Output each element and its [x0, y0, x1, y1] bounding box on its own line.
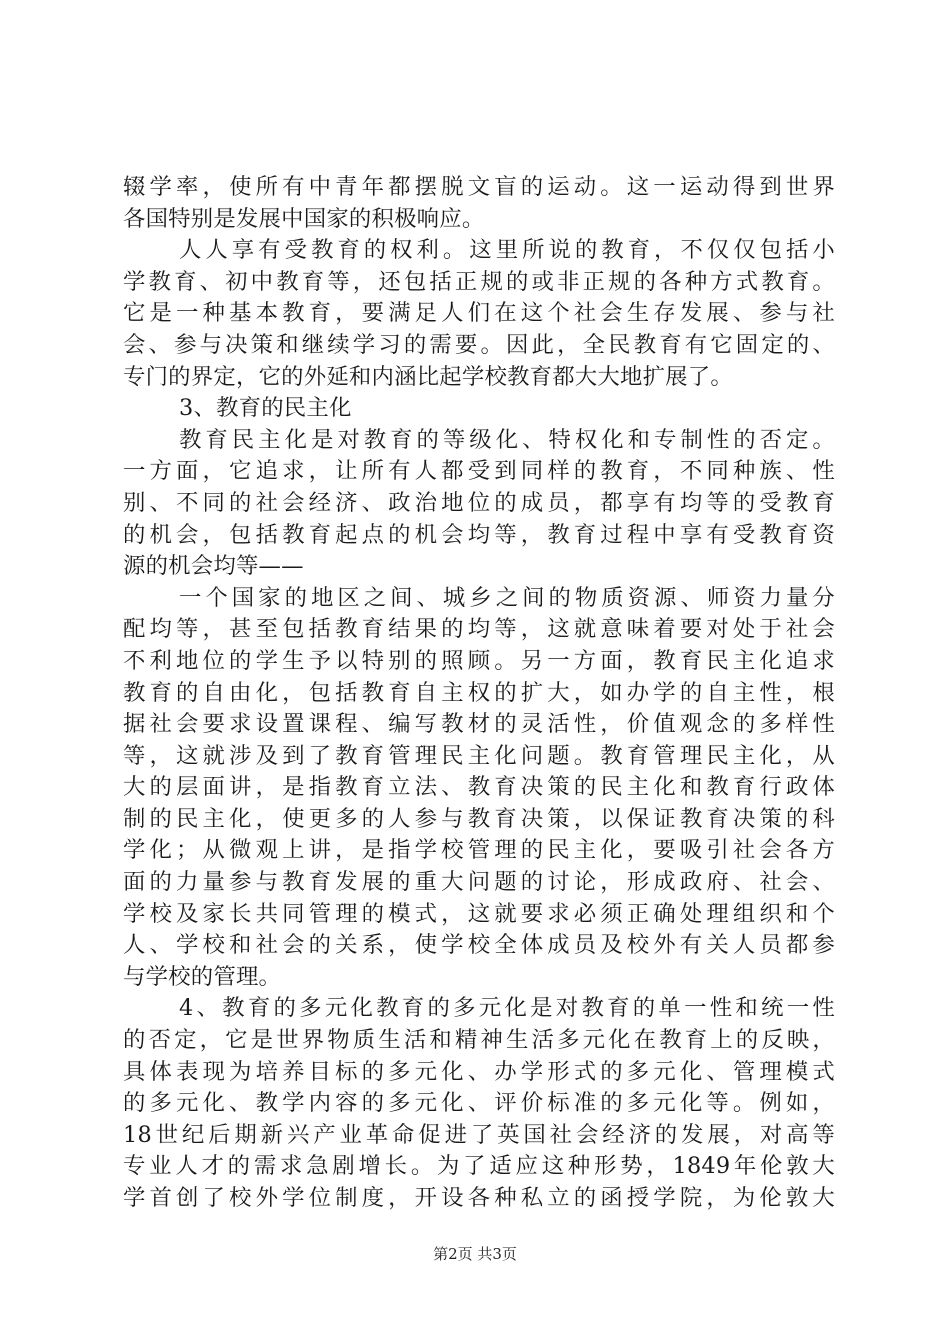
text-line: 与学校的管理。	[123, 963, 282, 990]
text-line: 别、不同的社会经济、政治地位的成员，都享有均等的受教育	[123, 489, 835, 516]
text-line: 的否定，它是世界物质生活和精神生活多元化在教育上的反映，	[123, 1027, 835, 1054]
text-line: 据社会要求设置课程、编写教材的灵活性，价值观念的多样性	[123, 711, 835, 738]
text-line: 制的民主化，使更多的人参与教育决策，以保证教育决策的科	[123, 805, 835, 832]
text-line: 各国特别是发展中国家的积极响应。	[123, 205, 485, 232]
section-heading: 3、教育的民主化	[179, 395, 352, 422]
text-line: 学化；从微观上讲，是指学校管理的民主化，要吸引社会各方	[123, 837, 835, 864]
text-line: 不利地位的学生予以特别的照顾。另一方面，教育民主化追求	[123, 647, 835, 674]
text-line: 面的力量参与教育发展的重大问题的讨论，形成政府、社会、	[123, 869, 835, 896]
text-line: 会、参与决策和继续学习的需要。因此，全民教育有它固定的、	[123, 331, 835, 358]
text-line: 辍学率，使所有中青年都摆脱文盲的运动。这一运动得到世界	[123, 174, 835, 200]
text-line: 教育的自由化，包括教育自主权的扩大，如办学的自主性，根	[123, 679, 835, 706]
text-line: 它是一种基本教育，要满足人们在这个社会生存发展、参与社	[123, 300, 835, 327]
text-line: 源的机会均等——	[123, 553, 304, 580]
paragraph-start-line: 4、教育的多元化教育的多元化是对教育的单一性和统一性	[179, 995, 835, 1022]
text-line: 具体表现为培养目标的多元化、办学形式的多元化、管理模式	[123, 1058, 835, 1085]
page-number-footer: 第2页 共3页	[433, 1245, 517, 1263]
text-line: 一方面，它追求，让所有人都受到同样的教育，不同种族、性	[123, 458, 835, 485]
text-line: 的机会，包括教育起点的机会均等，教育过程中享有受教育资	[123, 521, 835, 548]
text-line: 学首创了校外学位制度，开设各种私立的函授学院，为伦敦大	[123, 1185, 835, 1211]
text-line: 学教育、初中教育等，还包括正规的或非正规的各种方式教育。	[123, 268, 835, 295]
text-line: 专门的界定，它的外延和内涵比起学校教育都大大地扩展了。	[123, 363, 733, 390]
paragraph-start-line: 一个国家的地区之间、城乡之间的物质资源、师资力量分	[179, 584, 835, 611]
text-line: 大的层面讲，是指教育立法、教育决策的民主化和教育行政体	[123, 774, 835, 801]
text-line: 18世纪后期新兴产业革命促进了英国社会经济的发展，对高等	[123, 1121, 835, 1148]
body-text	[123, 172, 835, 1215]
text-line: 的多元化、教学内容的多元化、评价标准的多元化等。例如，	[123, 1090, 835, 1117]
paragraph-start-line: 教育民主化是对教育的等级化、特权化和专制性的否定。	[179, 426, 835, 453]
text-line: 学校及家长共同管理的模式，这就要求必须正确处理组织和个	[123, 900, 835, 927]
text-line: 人、学校和社会的关系，使学校全体成员及校外有关人员都参	[123, 932, 835, 959]
text-line: 配均等，甚至包括教育结果的均等，这就意味着要对处于社会	[123, 616, 835, 643]
text-line: 专业人才的需求急剧增长。为了适应这种形势，1849年伦敦大	[123, 1153, 835, 1180]
paragraph-start-line: 人人享有受教育的权利。这里所说的教育，不仅仅包括小	[179, 237, 835, 264]
text-line: 等，这就涉及到了教育管理民主化问题。教育管理民主化，从	[123, 742, 835, 769]
